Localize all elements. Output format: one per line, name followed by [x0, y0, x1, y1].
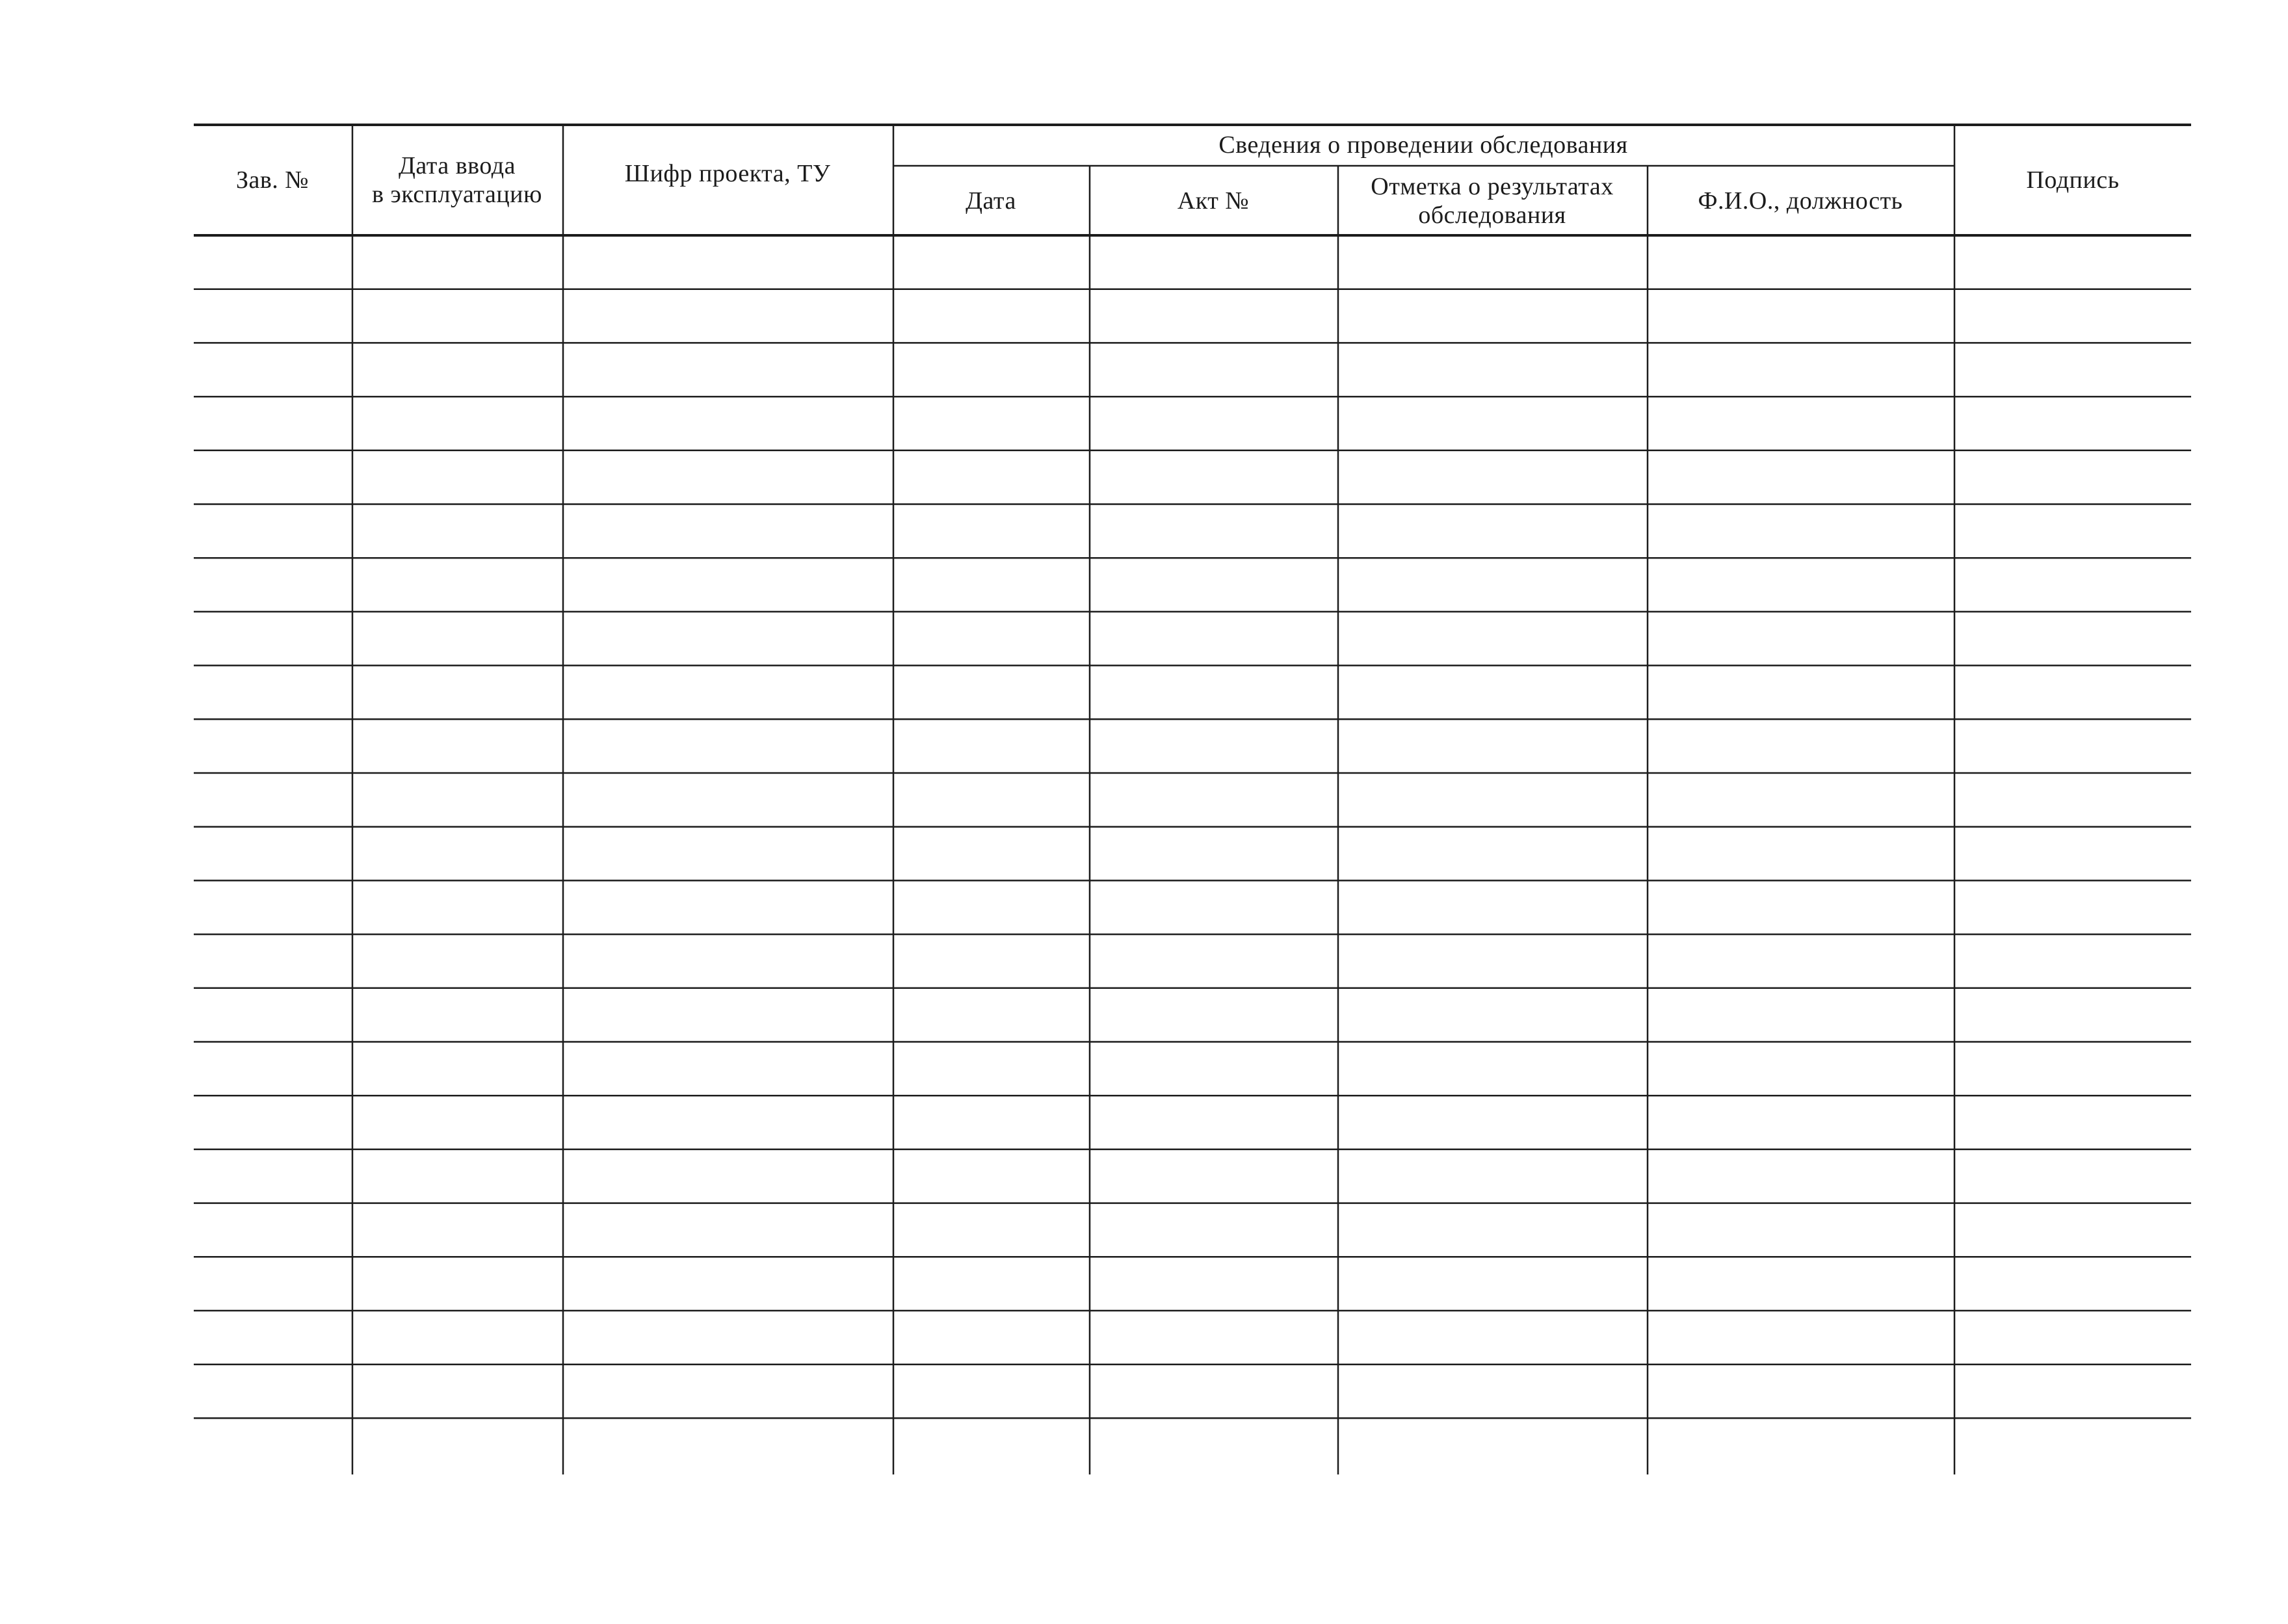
header-project-code: Шифр проекта, ТУ — [624, 160, 831, 187]
header-commissioning-date: Дата ввода в эксплуатацию — [372, 152, 542, 208]
header-inspection-date: Дата — [966, 187, 1016, 215]
header-name-position: Ф.И.О., должность — [1698, 187, 1903, 215]
header-inspection-info-group: Сведения о проведении обследования — [1218, 131, 1628, 159]
header-signature: Подпись — [2026, 166, 2120, 194]
header-inspection-result: Отметка о результатах обследования — [1371, 173, 1614, 229]
header-act-number: Акт № — [1177, 187, 1250, 215]
header-serial-number: Зав. № — [235, 166, 309, 194]
